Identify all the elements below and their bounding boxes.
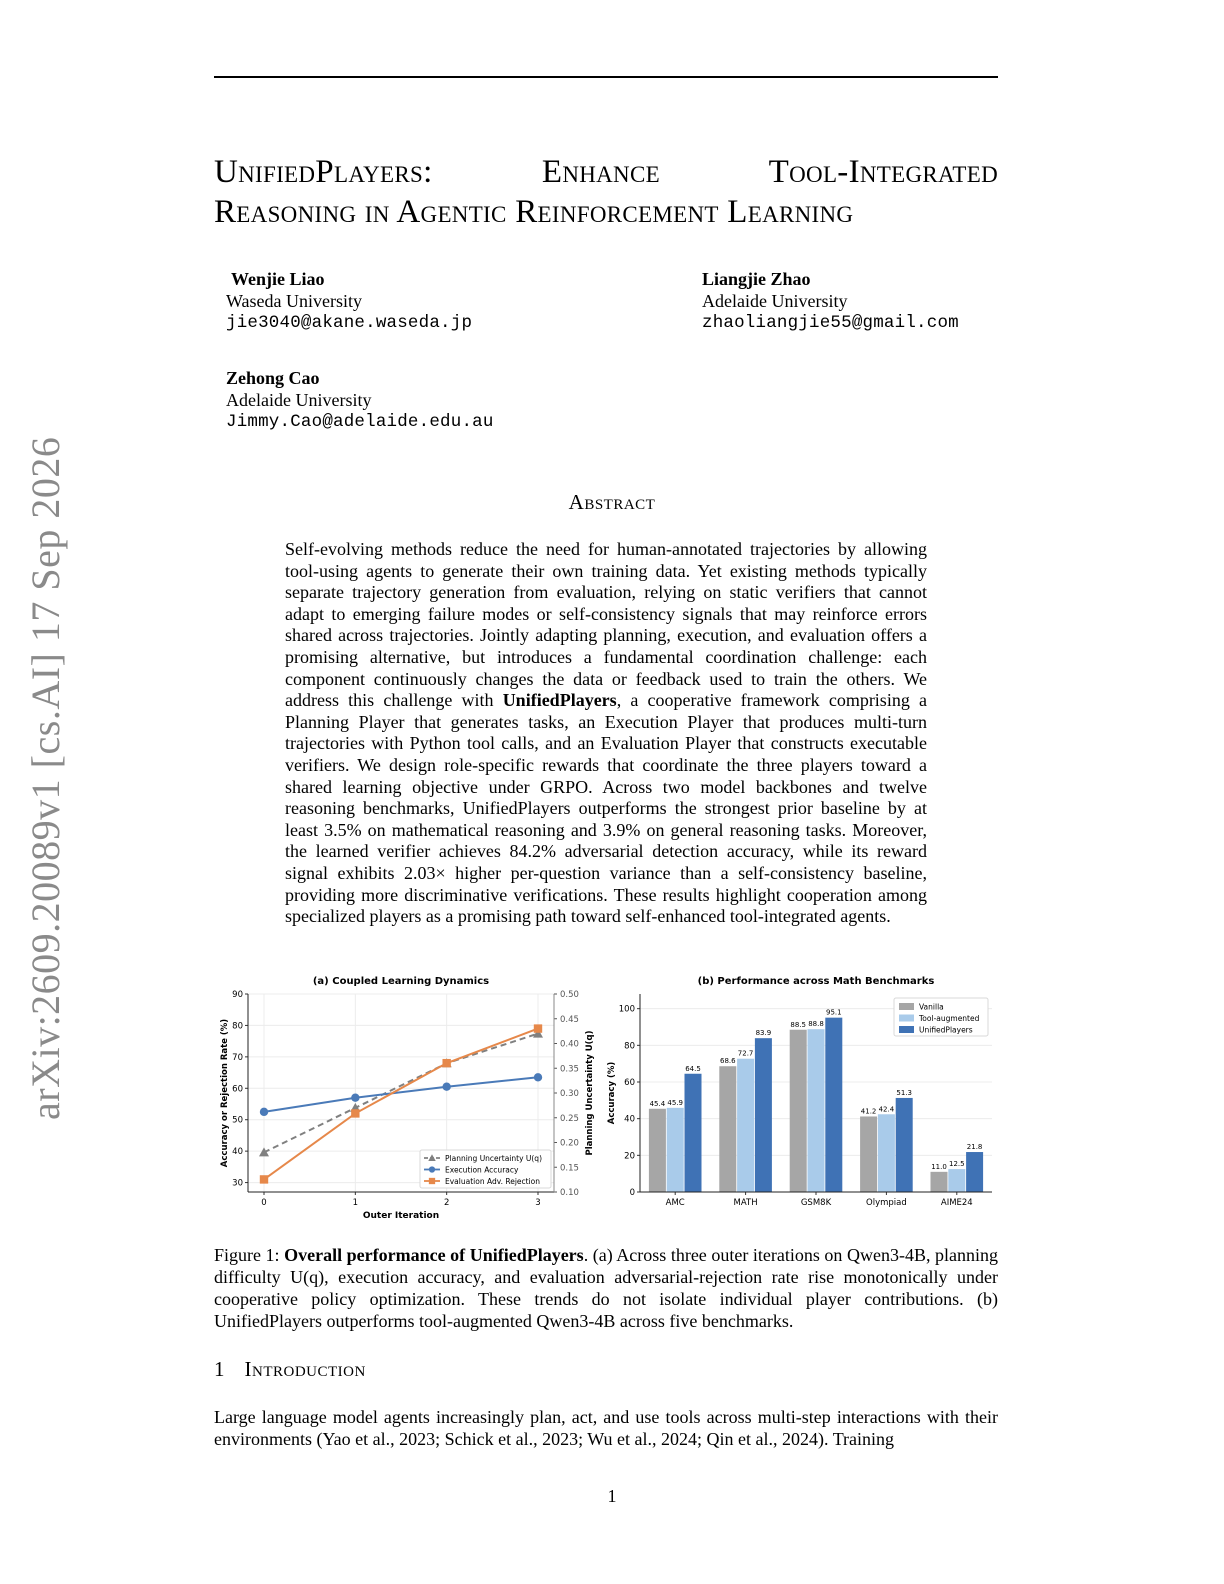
author-affiliation: Adelaide University — [702, 291, 848, 311]
legend-swatch — [899, 1015, 914, 1022]
data-point — [442, 1083, 450, 1091]
legend-label: UnifiedPlayers — [919, 1025, 973, 1035]
y-tick-label: 40 — [624, 1114, 635, 1125]
bar — [685, 1074, 702, 1192]
legend-swatch — [899, 1003, 914, 1010]
y-tick-label: 50 — [232, 1115, 243, 1126]
bar-value-label: 21.8 — [966, 1143, 983, 1152]
legend-marker — [429, 1178, 435, 1184]
y-tick-label: 80 — [232, 1021, 243, 1032]
x-tick-label: 2 — [443, 1198, 450, 1208]
data-point — [534, 1024, 542, 1032]
bar — [737, 1059, 754, 1192]
caption-bold: Overall performance of UnifiedPlayers — [284, 1245, 584, 1265]
legend-label: Evaluation Adv. Rejection — [445, 1177, 541, 1186]
bar-value-label: 51.3 — [896, 1088, 912, 1097]
bar — [878, 1114, 895, 1192]
y2-tick-label: 0.40 — [560, 1039, 579, 1050]
bar — [667, 1108, 684, 1192]
bar-value-label: 95.1 — [826, 1008, 842, 1017]
caption-text: . (a) Across three outer iterations on Qwen3-4B, planning difficulty U(q), execution accuracy, and evaluation adversarial-rejection rate rise monotonically under cooperative policy optimization. These trends do not isolate individual player contributions. (b) UnifiedPlayers outperforms tool-augmented Qwen3-4B across five benchmarks. — [214, 1245, 998, 1331]
y-tick-label: 60 — [232, 1084, 243, 1095]
legend-label: Execution Accuracy — [445, 1165, 519, 1175]
y-tick-label: 90 — [232, 990, 243, 1000]
bar — [755, 1038, 772, 1192]
bar-value-label: 83.9 — [755, 1029, 772, 1038]
section-name: Introduction — [244, 1357, 366, 1381]
author-name: Zehong Cao — [226, 368, 320, 388]
title-line-2: Reasoning in Agentic Reinforcement Learning — [214, 194, 854, 230]
y2-axis-label: Planning Uncertainty U(q) — [585, 1030, 595, 1156]
chart-title: (a) Coupled Learning Dynamics — [312, 976, 490, 987]
bar — [808, 1029, 825, 1192]
legend-label: Tool-augmented — [919, 1014, 980, 1023]
legend-marker — [429, 1166, 435, 1172]
header-rule — [214, 76, 998, 78]
author-email[interactable]: Jimmy.Cao@adelaide.edu.au — [226, 412, 494, 432]
y-tick-label: 30 — [232, 1178, 243, 1189]
intro-paragraph: Large language model agents increasingly plan, act, and use tools across multi-step interactions with their environments (Yao et al., 2023; Schick et al., 2023; Wu et al., 2024; Qin et al., 2024). Training — [214, 1407, 998, 1449]
y-tick-label: 20 — [624, 1151, 635, 1162]
y-tick-label: 60 — [624, 1078, 635, 1088]
data-point — [351, 1109, 359, 1117]
bar-value-label: 41.2 — [860, 1107, 877, 1116]
section-heading — [214, 1357, 366, 1382]
y-axis-label: Accuracy (%) — [607, 1061, 617, 1125]
bar — [860, 1116, 877, 1192]
abstract-heading: Abstract — [568, 490, 656, 514]
legend-label: Vanilla — [919, 1002, 944, 1012]
bar — [931, 1172, 948, 1192]
y-axis-label: Accuracy or Rejection Rate (%) — [220, 1018, 230, 1168]
y2-tick-label: 0.20 — [560, 1138, 579, 1149]
data-point — [260, 1108, 268, 1116]
y-tick-label: 0 — [629, 1188, 635, 1198]
author-block — [226, 367, 494, 433]
data-point — [260, 1175, 268, 1183]
y2-tick-label: 0.30 — [560, 1089, 579, 1099]
bar-value-label: 64.5 — [685, 1064, 701, 1073]
abstract-method-name: UnifiedPlayers — [502, 690, 617, 711]
legend-swatch — [899, 1026, 914, 1033]
data-point — [351, 1094, 359, 1102]
y-tick-label: 80 — [624, 1041, 635, 1052]
x-axis-label: Outer Iteration — [362, 1211, 440, 1221]
y-tick-label: 40 — [232, 1147, 243, 1158]
section-number: 1 — [214, 1357, 225, 1381]
y2-tick-label: 0.15 — [560, 1163, 579, 1174]
x-tick-label: GSM8K — [800, 1198, 832, 1208]
author-affiliation: Adelaide University — [226, 390, 372, 410]
data-point — [534, 1073, 542, 1081]
bar — [825, 1018, 842, 1192]
x-tick-label: 3 — [535, 1198, 541, 1208]
y2-tick-label: 0.25 — [560, 1113, 579, 1124]
bar — [649, 1109, 666, 1192]
line-chart-coupled-dynamics — [220, 976, 595, 1221]
author-block — [226, 268, 473, 334]
author-email[interactable]: jie3040@akane.waseda.jp — [226, 313, 473, 333]
author-name: Liangjie Zhao — [702, 269, 811, 289]
chart-title: (b) Performance across Math Benchmarks — [697, 976, 935, 987]
y2-tick-label: 0.35 — [560, 1064, 579, 1075]
author-name: Wenjie Liao — [231, 269, 325, 289]
bar-value-label: 42.4 — [878, 1105, 895, 1114]
author-block — [702, 268, 959, 334]
figure-caption — [214, 1244, 998, 1332]
data-point — [442, 1059, 450, 1067]
bar — [966, 1152, 983, 1192]
y2-tick-label: 0.10 — [560, 1188, 579, 1198]
y-tick-label: 70 — [232, 1052, 243, 1063]
title-line-1: UnifiedPlayers: Enhance Tool-Integrated — [214, 154, 998, 190]
x-tick-label: 0 — [261, 1198, 267, 1208]
author-email[interactable]: zhaoliangjie55@gmail.com — [702, 313, 959, 333]
bar-chart-math-benchmarks — [607, 976, 992, 1208]
bar-value-label: 45.9 — [667, 1098, 683, 1107]
bar-value-label: 88.5 — [790, 1020, 806, 1029]
bar-value-label: 11.0 — [931, 1162, 947, 1171]
bar-value-label: 72.7 — [737, 1049, 754, 1058]
bar-value-label: 68.6 — [720, 1057, 736, 1066]
x-tick-label: Olympiad — [866, 1198, 907, 1208]
bar — [948, 1169, 965, 1192]
abstract-text: Self-evolving methods reduce the need for human-annotated trajectories by allowing tool-using agents to generate their own training data. Yet existing methods typically separate trajectory generation from evaluation, relying on static verifiers that cannot adapt to emerging failure modes or self-consistency signals that may reinforce errors shared across trajectories. Jointly adapting planning, execution, and evaluation offers a promising alternative, but introduces a fundamental coordination challenge: each component continuously changes the data or feedback used to train the others. We address this challenge with — [285, 539, 927, 711]
y2-tick-label: 0.50 — [560, 990, 579, 1000]
series-line — [264, 1077, 538, 1112]
abstract-body — [285, 539, 927, 928]
x-tick-label: AIME24 — [940, 1198, 973, 1208]
bar-value-label: 88.8 — [808, 1020, 824, 1029]
figure-1 — [214, 970, 1004, 1225]
page-number: 1 — [607, 1486, 617, 1506]
data-point — [259, 1147, 269, 1156]
paper-title — [214, 152, 998, 232]
caption-prefix: Figure 1: — [214, 1245, 285, 1265]
bar — [896, 1098, 913, 1192]
bar-value-label: 12.5 — [949, 1160, 965, 1169]
bar — [790, 1030, 807, 1192]
x-tick-label: AMC — [665, 1198, 685, 1208]
y-tick-label: 100 — [618, 1004, 635, 1015]
abstract-text: , a cooperative framework comprising a Planning Player that generates tasks, an Execution Player that produces multi-turn trajectories with Python tool calls, and an Evaluation Player that constructs executable verifiers. We design role-specific rewards that coordinate the three players toward a shared learning objective under GRPO. Across two model backbones and twelve reasoning benchmarks, UnifiedPlayers outperforms the strongest prior baseline by at least 3.5% on mathematical reasoning and 3.9% on general reasoning tasks. Moreover, the learned verifier achieves 84.2% adversarial detection accuracy, while its reward signal exhibits 2.03× higher per-question variance than a self-consistency baseline, providing more discriminative verifications. These results highlight cooperation among specialized players as a promising path toward self-enhanced tool-integrated agents. — [285, 690, 927, 927]
author-affiliation: Waseda University — [226, 291, 363, 311]
bar — [719, 1066, 736, 1192]
arxiv-identifier[interactable]: arXiv:2609.20089v1 [cs.AI] 17 Sep 2026 — [23, 436, 68, 1120]
y2-tick-label: 0.45 — [560, 1014, 579, 1025]
x-tick-label: MATH — [733, 1198, 758, 1208]
bar-value-label: 45.4 — [649, 1099, 666, 1108]
legend-label: Planning Uncertainty U(q) — [445, 1154, 542, 1163]
x-tick-label: 1 — [352, 1198, 359, 1208]
